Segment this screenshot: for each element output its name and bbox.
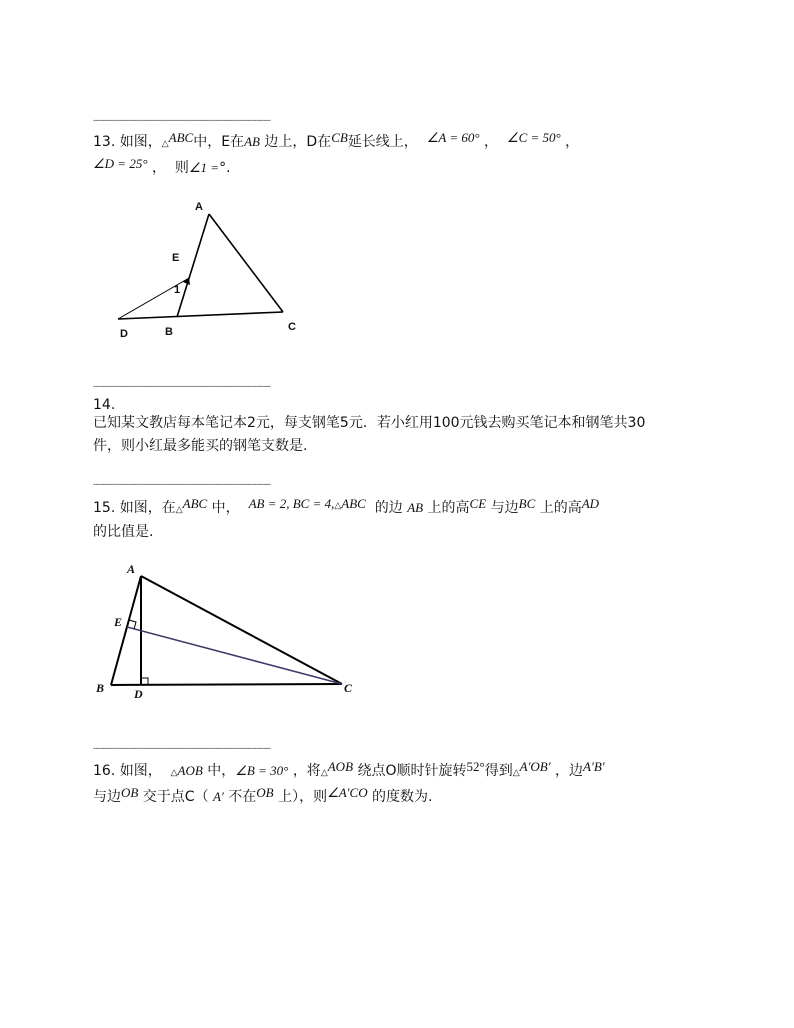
q13-text: 延长线上， — [347, 134, 418, 150]
math-ad: AD — [581, 496, 600, 511]
math-angle-aprime-co: ∠A′CO — [327, 785, 368, 800]
label-b: B — [96, 681, 105, 695]
math-angle-1: ∠1 = — [188, 160, 220, 175]
math-aprime: A′ — [213, 789, 224, 804]
label-a: A — [195, 201, 203, 213]
label-e: E — [114, 615, 123, 629]
q15-text: 与边 — [490, 500, 519, 516]
q16-text: 不在 — [228, 789, 257, 805]
math-angle-a: ∠A = 60° — [426, 130, 480, 145]
label-b: B — [165, 326, 173, 338]
q15-text: 上的高 — [539, 500, 582, 516]
q15-text: 的边 — [374, 500, 403, 516]
q13-number: 13. — [93, 134, 116, 150]
q16-number: 16. — [93, 763, 116, 779]
q13-line-1 — [93, 130, 580, 152]
math-given: AB = 2, BC = 4, — [248, 496, 335, 511]
separator-line: -------------------------------------------------------------------------- — [93, 115, 271, 125]
segment-ab — [177, 214, 209, 317]
triangle-symbol: △ — [320, 767, 328, 777]
q15-line-2: 的比值是. — [93, 524, 154, 540]
q15-text: 中， — [211, 500, 240, 516]
q16-text: 的度数为. — [372, 789, 433, 805]
separator-line: -------------------------------------------------------------------------- — [93, 381, 271, 391]
q16-text: 与边 — [93, 789, 121, 805]
math-abc: ABC — [182, 496, 208, 511]
math-aprime-bprime: A′B′ — [583, 759, 605, 774]
math-cb: CB — [331, 130, 348, 145]
label-e: E — [172, 252, 180, 264]
q16-text: 得到 — [484, 763, 513, 779]
q15-number: 15. — [93, 500, 116, 516]
q13-text: °. — [219, 160, 231, 176]
q13-figure — [110, 195, 310, 345]
math-ab: AB — [407, 500, 424, 515]
altitude-ce — [127, 627, 342, 684]
label-d: D — [120, 328, 128, 340]
q13-text: 则 — [174, 160, 189, 176]
q13-text: ， — [565, 134, 580, 150]
q16-text: 上），则 — [278, 789, 328, 805]
label-c: C — [344, 681, 353, 695]
q13-text: 中，E在 — [193, 134, 245, 150]
triangle-symbol: △ — [175, 504, 183, 514]
q15-text: 上的高 — [427, 500, 470, 516]
math-aob: AOB — [327, 759, 354, 774]
q16-text: 中， — [207, 763, 236, 779]
q14-line-2: 件，则小红最多能买的钢笔支数是. — [93, 438, 308, 454]
q15-figure — [90, 560, 370, 705]
label-d: D — [134, 687, 143, 701]
math-bc: BC — [518, 496, 536, 511]
q16-line-1 — [93, 759, 605, 781]
math-abc: ABC — [168, 130, 194, 145]
math-angle-c: ∠C = 50° — [506, 130, 561, 145]
math-degrees: 52° — [466, 759, 485, 774]
q13-line-2 — [93, 156, 231, 177]
label-1: 1 — [174, 284, 181, 296]
segment-bc — [111, 684, 342, 685]
math-angle-d: ∠D = 25° — [93, 156, 148, 171]
label-a: A — [127, 562, 136, 576]
q14-number: 14. — [93, 397, 116, 413]
q13-text: ， — [484, 134, 499, 150]
segment-dc — [118, 312, 283, 319]
math-aprime-ob: A′OB′ — [519, 759, 551, 774]
math-ob: OB — [256, 785, 274, 800]
q16-line-2 — [93, 785, 433, 806]
triangle-symbol: △ — [334, 500, 342, 510]
math-ce: CE — [469, 496, 487, 511]
q15-line-1 — [93, 496, 600, 518]
separator-line: -------------------------------------------------------------------------- — [93, 479, 271, 489]
q15-text: 如图，在 — [119, 500, 176, 516]
triangle-symbol: △ — [512, 767, 520, 777]
triangle-symbol: △ — [170, 767, 178, 777]
separator-line: -------------------------------------------------------------------------- — [93, 743, 271, 753]
q16-text: 绕点O顺时针旋转 — [357, 763, 467, 779]
math-ob: OB — [121, 785, 139, 800]
q16-text: 如图， — [119, 763, 162, 779]
q16-text: ，边 — [555, 763, 584, 779]
segment-ab — [111, 576, 141, 685]
q16-text: 交于点C（ — [142, 789, 209, 805]
q14-line-1: 已知某文教店每本笔记本2元，每支钢笔5元．若小红用100元钱去购买笔记本和钢笔共30 — [93, 415, 646, 431]
label-c: C — [288, 321, 296, 333]
math-ab: AB — [244, 134, 260, 149]
triangle-symbol: △ — [161, 138, 169, 148]
q13-text: ， — [151, 160, 166, 176]
q13-text: 边上，D在 — [264, 134, 332, 150]
math-abc: ABC — [341, 496, 366, 511]
segment-ac — [141, 576, 342, 684]
math-aob: AOB — [177, 763, 203, 778]
segment-ac — [209, 214, 283, 312]
q13-text: 如图， — [119, 134, 162, 150]
q16-text: ，将 — [292, 763, 321, 779]
math-angle-b: ∠B = 30° — [235, 763, 289, 778]
